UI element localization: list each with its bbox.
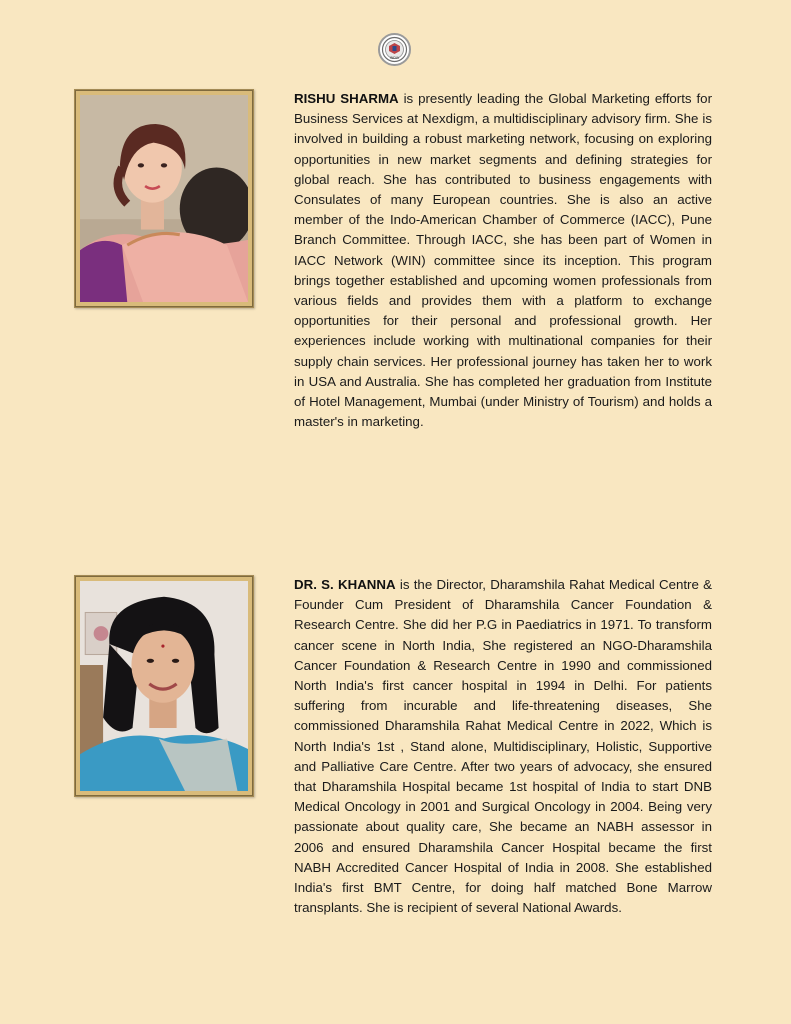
profile-bio [294,575,712,918]
portrait-photo [80,581,248,791]
profile-bio [294,89,712,432]
profile-bio-text: is the Director, Dharamshila Rahat Medical Centre & Founder Cum President of Dharamshila Cancer Foundation & Research Centre. She did her P.G in Paediatrics in 1971. To transform cancer scene in North India, She registered an NGO-Dharamshila Cancer Foundation & Research Centre in 1990 and commissioned North India's first cancer hospital in 1994 in Delhi. For patients suffering from incurable and life-threatening diseases, She commissioned Dharamshila Rahat Medical Centre in 2022, Which is North India's 1st , Stand alone, Multidisciplinary, Holistic, Supportive and Palliative Care Centre. After two years of advocacy, she ensured that Dharamshila Hospital became 1st hospital of India to start DNB Medical Oncology in 2001 and Surgical Oncology in 2004. Being very passionate about quality care, She became an NABH assessor in 2006 and ensured Dharamshila Cancer Hospital became the first NABH Accredited Cancer Hospital of India in 2008. She established India's first BMT Centre, for doing half matched Bone Marrow transplants. She is recipient of several National Awards. [294,577,713,916]
emblem-icon [378,33,411,66]
profile-name: DR. S. KHANNA [294,577,396,592]
profile-name: RISHU SHARMA [294,91,399,106]
profile-photo-frame [74,89,254,308]
profile-bio-text: is presently leading the Global Marketing efforts for Business Services at Nexdigm, a multidisciplinary advisory firm. She is involved in building a robust marketing network, focusing on exploring opportunities in new market segments and defining strategies for global reach. She has contributed to business engagements with Consulates of many European countries. She is also an active member of the Indo-American Chamber of Commerce (IACC), Pune Branch Committee. Through IACC, she has been part of Women in IACC Network (WIN) committee since its inception. This program brings together established and upcoming women professionals from various fields and provides them with a platform to exchange opportunities for their personal and professional growth. Her experiences include working with multinational companies for their supply chain services. Her professional journey has taken her to work in USA and Australia. She has completed her graduation from Institute of Hotel Management, Mumbai (under Ministry of Tourism) and holds a master's in marketing. [294,91,712,430]
logo-text: INDIA [390,56,399,60]
profile-photo-frame [74,575,254,797]
portrait-photo [80,95,248,302]
